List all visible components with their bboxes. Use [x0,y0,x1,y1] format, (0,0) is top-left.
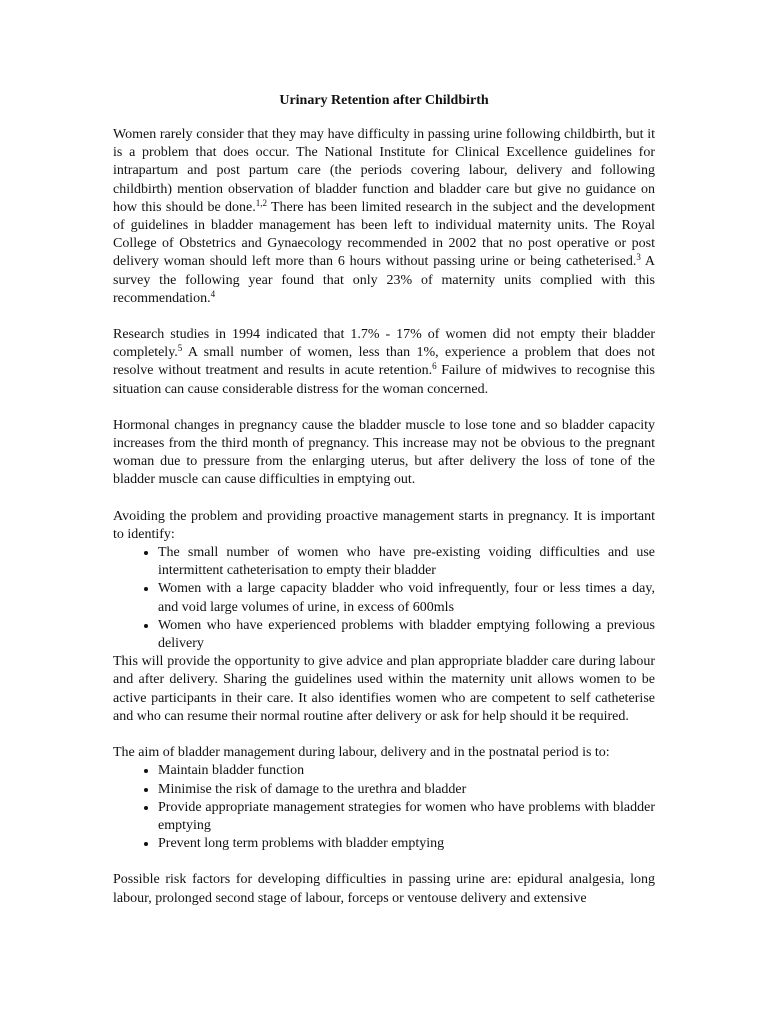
paragraph-aim: The aim of bladder management during labour, delivery and in the postnatal period is to: [113,745,610,761]
paragraph-text: Women rarely consider that they may have difficulty in passing urine following childbirth, but it is a problem that does occur. The National Institute for Clinical Excellence guidelines for intrapartum and post partum care (the periods covering labour, delivery and following childbirth) mention observation of bladder function and bladder care but give no guidance on how this should be done. [113,127,655,215]
paragraph-text: A survey the following year found that only 23% of maternity units complied with this recommendation. [113,254,655,306]
paragraph-risk-factors: Possible risk factors for developing difficulties in passing urine are: epidural analgesia, long labour, prolonged second stage of labour, forceps or ventouse delivery and extensive [113,872,655,906]
list-item: • Minimise the risk of damage to the urethra and bladder [158,781,655,799]
document-title: Urinary Retention after Childbirth [279,93,489,108]
list-item: • The small number of women who have pre-existing voiding difficulties and use intermittent catheterisation to empty their bladder [158,544,655,580]
citation-superscript: 3 [636,252,641,263]
paragraph-opportunity: This will provide the opportunity to give advice and plan appropriate bladder care during labour and after delivery. Sharing the guidelines used within the maternity unit allows women to be active participants in their care. It also identifies women who are competent to self catheterise and who can resume their normal routine after delivery or ask for help should it be required. [113,654,655,724]
paragraph-text: A small number of women, less than 1%, experience a problem that does not resolve without treatment and results in acute retention. [113,345,655,379]
paragraph-text: Failure of midwives to recognise this situation can cause considerable distress for the woman concerned. [113,363,655,397]
list-item: • Prevent long term problems with bladder emptying [158,835,655,853]
list-item: • Women who have experienced problems with bladder emptying following a previous delivery [158,617,655,653]
paragraph-text: There has been limited research in the subject and the development of guidelines in bladder management has been left to individual maternity units. The Royal College of Obstetrics and Gynaecology recommended in 2002 that no post operative or post delivery woman should left more than 6 hours without passing urine or being catheterised. [113,199,656,270]
paragraph-hormonal: Hormonal changes in pregnancy cause the bladder muscle to lose tone and so bladder capacity increases from the third month of pregnancy. This increase may not be obvious to the pregnant woman due to pressure from the enlarging uterus, but after delivery the loss of tone of the bladder muscle can cause difficulties in emptying out. [113,417,655,488]
identify-list [113,544,655,653]
citation-superscript: 4 [210,288,216,299]
citation-superscript: 1,2 [255,197,267,208]
paragraph-intro [113,126,655,308]
list-item: • Women with a large capacity bladder who void infrequently, four or less times a day, and void large volumes of urine, in excess of 600mls [158,580,655,616]
citation-superscript: 6 [432,361,437,372]
aim-list [113,762,655,853]
paragraph-avoiding: Avoiding the problem and providing proactive management starts in pregnancy. It is important to identify: [113,508,655,542]
list-item: • Provide appropriate management strategies for women who have problems with bladder emptying [158,799,655,835]
paragraph-text: Research studies in 1994 indicated that 1.7% - 17% of women did not empty their bladder completely. [113,327,655,361]
list-item: • Maintain bladder function [158,762,655,780]
paragraph-research [113,326,655,399]
citation-superscript: 5 [177,343,183,354]
